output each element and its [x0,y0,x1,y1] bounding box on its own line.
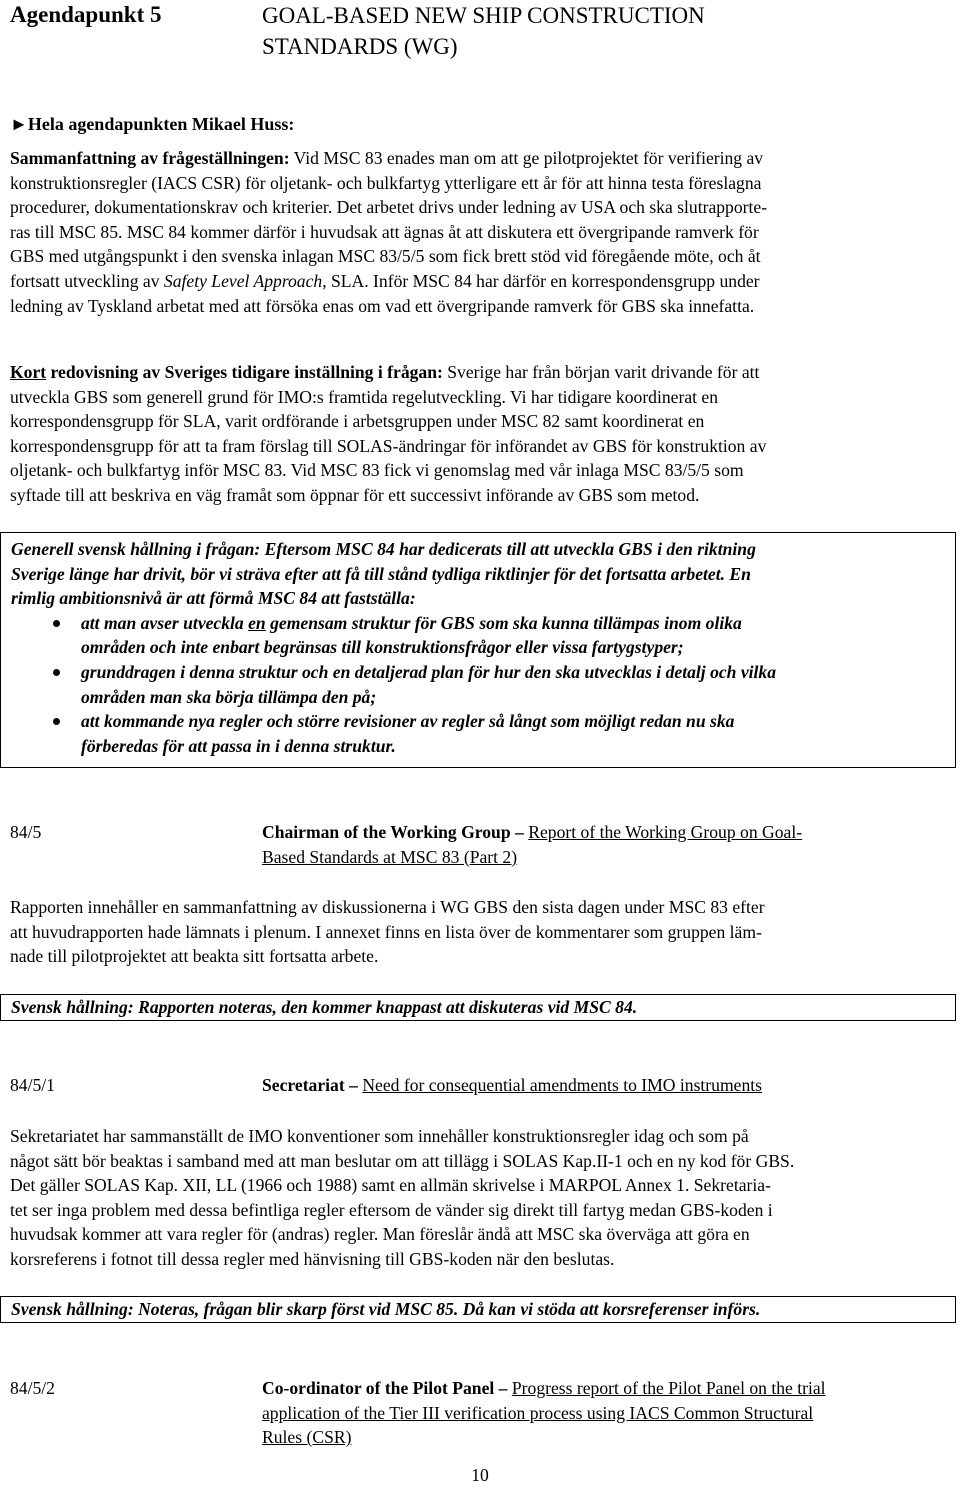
doc-position-text: Svensk hållning: Noteras, frågan blir skarp först vid MSC 85. Då kan vi stöda att korsreferenser införs. [11,1299,761,1319]
doc-title-line [262,820,952,845]
doc-body-line: Rapporten innehåller en sammanfattning av diskussionerna i WG GBS den sista dagen under MSC 83 efter [10,897,765,917]
position-line: rimlig ambitionsnivå är att förmå MSC 84 att fastställa: [11,588,416,609]
summary-line: ras till MSC 85. MSC 84 kommer därför i huvudsak att ägnas åt att diskutera ett övergripande ramverk för [10,221,759,242]
previous-line: syftade till att beskriva en väg framåt som öppnar för ett successivt införande av GBS som metod. [10,484,700,505]
bullet-line: områden och inte enbart begränsas till konstruktionsfrågor eller vissa fartygstyper; [81,637,684,658]
bullet-icon [53,669,60,676]
doc-body [10,1124,940,1272]
agenda-label: Agendapunkt 5 [10,2,162,27]
doc-author: Chairman of the Working Group [262,822,511,842]
doc-title-line: Rules (CSR) [262,1427,352,1448]
agenda-title [262,0,902,62]
doc-number: 84/5/1 [10,1075,55,1095]
summary-text: fortsatt utveckling av [10,270,164,291]
position-bullet [11,709,945,758]
previous-line: oljetank- och bulkfartyg inför MSC 83. Vid MSC 83 fick vi genomslag med vår inlaga MSC 83/5/5 som [10,460,744,481]
summary-text: , SLA. Inför MSC 84 har därför en korrespondensgrupp under [322,270,760,291]
bullet-line [81,611,945,636]
previous-line: utveckla GBS som generell grund för IMO:s framtida regelutveckling. Vi har tidigare koordinerat en [10,386,719,407]
doc-title: Progress report of the Pilot Panel on the trial [511,1378,826,1398]
position-line: Sverige länge har drivit, bör vi sträva efter att få till stånd tydliga riktlinjer för det fortsatta arbetet. En [11,563,751,584]
doc-dash: – [344,1075,363,1095]
agenda-title-line1: GOAL-BASED NEW SHIP CONSTRUCTION [262,3,705,28]
summary-italic-term: Safety Level Approach [163,270,323,291]
bullet-underlined-word: en [248,612,266,633]
doc-title-line [262,1073,952,1098]
doc-title: Need for consequential amendments to IMO instruments [362,1075,762,1095]
bullet-text: att man avser utveckla [81,612,249,633]
responsible-line [10,112,294,137]
doc-number: 84/5/2 [10,1378,55,1398]
doc-source [262,820,952,869]
summary-paragraph [10,146,940,318]
doc-body-line: något sätt bör beaktas i samband med att man beslutar om att tillägg i SOLAS Kap.II-1 och en ny kod för GBS. [10,1150,795,1171]
doc-author: Co-ordinator of the Pilot Panel [262,1378,495,1398]
bullet-line: grunddragen i denna struktur och en detaljerad plan för hur den ska utvecklas i detalj och vilka [81,661,777,682]
bullet-icon [53,718,60,725]
summary-line: ledning av Tyskland arbetat med att försöka enas om vad ett övergripande ramverk för GBS ska innefatta. [10,295,755,316]
doc-body-line: huvudsak kommer att vara regler för (andras) regler. Man föreslår ändå att MSC ska överväga att göra en [10,1224,750,1245]
doc-title: Report of the Working Group on Goal- [528,822,803,842]
summary-line: konstruktionsregler (IACS CSR) för oljetank- och bulkfartyg ytterligare ett år för att hinna testa föreslagna [10,172,762,193]
position-box [0,532,956,768]
previous-line: korrespondensgrupp för SLA, varit ordförande i arbetsgruppen under MSC 82 samt koordinerat en [10,411,705,432]
previous-label: redovisning av Sveriges tidigare inställning i frågan: [46,362,443,382]
doc-dash: – [494,1378,512,1398]
doc-body-line: nade till pilotprojektet att beakta sitt fortsatta arbete. [10,946,379,967]
summary-text: Vid MSC 83 enades man om att ge pilotprojektet för verifiering av [289,148,764,168]
previous-label-underlined: Kort [10,362,47,382]
doc-dash: – [510,822,529,842]
doc-position-box [0,994,956,1021]
previous-line: korrespondensgrupp för att ta fram förslag till SOLAS-ändringar för införandet av GBS för konstruktion av [10,435,767,456]
position-bullet [11,660,945,709]
triangle-right-icon: ► [10,114,28,134]
doc-title-line [262,1376,952,1401]
bullet-line: att kommande nya regler och större revisioner av regler så långt som möjligt redan nu ska [81,711,735,732]
summary-line: GBS med utgångspunkt i den svenska inlagan MSC 83/5/5 som fick brett stöd vid föregående möte, och åt [10,246,761,267]
doc-author: Secretariat [262,1075,345,1095]
bullet-line: områden man ska börja tillämpa den på; [81,686,377,707]
summary-line [10,269,940,294]
doc-body-line: Sekretariatet har sammanställt de IMO konventioner som innehåller konstruktionsregler idag och som på [10,1126,749,1146]
doc-source [262,1073,952,1098]
doc-body-line: Det gäller SOLAS Kap. XII, LL (1966 och 1988) samt en allmän skrivelse i MARPOL Annex 1. Sekretaria- [10,1175,771,1196]
doc-body-line: att huvudrapporten hade lämnats i plenum. I annexet finns en lista över de kommentarer som gruppen läm- [10,921,762,942]
doc-body-line: korsreferens i fotnot till dessa regler med hänvisning till GBS-koden när den beslutas. [10,1248,615,1269]
position-bullet [11,611,945,660]
previous-position-paragraph [10,360,940,508]
doc-body [10,895,940,969]
previous-line [10,360,940,385]
doc-title-line: Based Standards at MSC 83 (Part 2) [262,846,518,867]
doc-position-text: Svensk hållning: Rapporten noteras, den kommer knappast att diskuteras vid MSC 84. [11,997,638,1017]
agenda-title-line2: STANDARDS (WG) [262,34,458,59]
position-bullet-list [11,611,945,759]
bullet-icon [53,620,60,627]
summary-line: procedurer, dokumentationskrav och kriterier. Det arbetet drivs under ledning av USA och ska slutrapporte- [10,197,768,218]
responsible-text: Hela agendapunkten Mikael Huss: [27,114,295,134]
bullet-text: gemensam struktur för GBS som ska kunna tillämpas inom olika [265,612,742,633]
summary-line [10,146,940,171]
doc-body-line: tet ser inga problem med dessa befintliga regler eftersom de vänder sig direkt till fartyg medan GBS-koden i [10,1199,773,1220]
doc-source [262,1376,952,1450]
position-line: Generell svensk hållning i frågan: Eftersom MSC 84 har dedicerats till att utveckla GBS i den riktning [11,539,756,559]
doc-title-line: application of the Tier III verification process using IACS Common Structural [262,1402,814,1423]
doc-number: 84/5 [10,822,42,842]
summary-label: Sammanfattning av frågeställningen: [10,148,290,168]
previous-text: Sverige har från början varit drivande för att [442,362,760,382]
bullet-line: förberedas för att passa in i denna struktur. [81,735,396,756]
page-number: 10 [471,1465,489,1485]
doc-position-box [0,1296,956,1323]
